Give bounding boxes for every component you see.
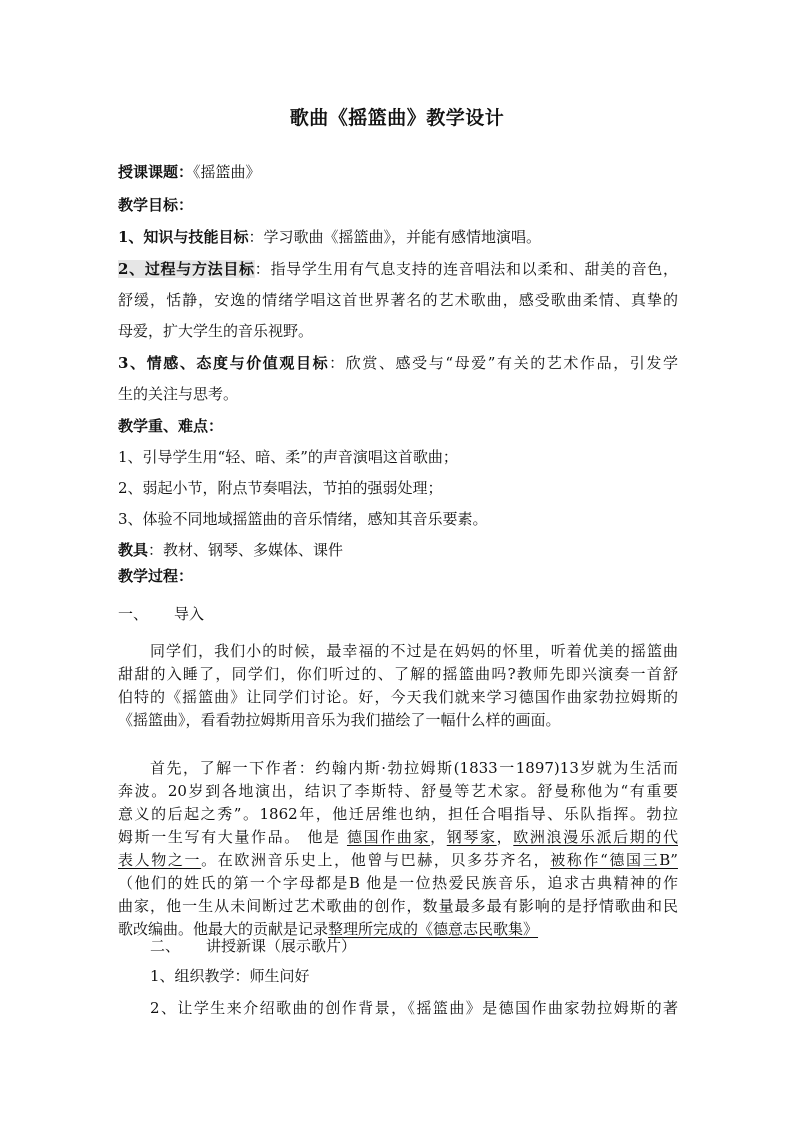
composer-link-folk-songs[interactable]: 整理所完成的《德意志民歌集》 — [328, 920, 539, 938]
goal-3-line-2: 生的关注与思考。 — [118, 385, 239, 403]
composer-link-romantic-school[interactable]: 欧洲浪漫乐派后期的代 — [513, 828, 678, 846]
composer-text: 姆斯一生写有大量作品。 他是 — [118, 828, 347, 846]
section-1-title: 导入 — [174, 605, 205, 623]
tools-text: ：教材、钢琴、多媒体、课件 — [148, 541, 344, 559]
composer-text-2: 。在欧洲音乐史上，他曾与巴赫，贝多芬齐名， — [201, 851, 551, 869]
composer-p-line-4 — [118, 827, 678, 847]
tools-line — [118, 540, 678, 560]
intro-p1-line-2: 甜甜的入睡了，同学们，你们听过的、了解的摇篮曲吗?教师先即兴演奏一首舒 — [118, 665, 678, 683]
goal-1-label: 1、知识与技能目标 — [118, 228, 249, 246]
topic-label: 授课课题： — [118, 163, 194, 181]
composer-link-three-b[interactable]: 被称作“德国三B” — [550, 851, 678, 869]
composer-p-line-2: 奔波。20岁到各地演出，结识了李斯特、舒曼等艺术家。舒曼称他为“有重要 — [118, 782, 678, 800]
section-1-heading — [118, 604, 678, 624]
keypoints-heading: 教学重、难点： — [118, 417, 224, 435]
composer-p-line-1: 首先，了解一下作者：约翰内斯·勃拉姆斯(1833一1897)13岁就为生活而 — [150, 759, 678, 777]
section-2-item-1: 1、组织教学：师生问好 — [150, 967, 310, 985]
section-2-title: 讲授新课 — [206, 937, 267, 955]
goal-2-line-1 — [118, 259, 678, 279]
goal-2-label: 2、过程与方法目标 — [118, 260, 255, 278]
topic-line — [118, 162, 678, 182]
section-2-number: 二、 — [150, 937, 181, 955]
composer-comma: ， — [430, 828, 447, 846]
goal-3-text: ：欣赏、感受与“母爱”有关的艺术作品，引发学 — [329, 354, 678, 372]
composer-p-line-3: 意义的后起之秀”。1862年，他迁居维也纳，担任合唱指导、乐队指挥。勃拉 — [118, 805, 678, 823]
section-2-item-2: 2、让学生来介绍歌曲的创作背景，《摇篮曲》是德国作曲家勃拉姆斯的著 — [150, 999, 678, 1017]
goal-3-label: 3、情感、态度与价值观目标 — [118, 354, 330, 372]
process-heading: 教学过程： — [118, 567, 194, 585]
tools-label: 教具 — [118, 541, 149, 559]
goal-2-line-3: 母爱，扩大学生的音乐视野。 — [118, 322, 314, 340]
keypoint-3: 3、体验不同地域摇篮曲的音乐情绪，感知其音乐要素。 — [118, 510, 488, 528]
goal-2-line-2: 舒缓，恬静，安逸的情绪学唱这首世界著名的艺术歌曲，感受歌曲柔情、真挚的 — [118, 291, 678, 309]
composer-p-line-5 — [118, 850, 678, 870]
document-title: 歌曲《摇篮曲》教学设计 — [289, 107, 505, 129]
composer-link-pianist[interactable]: 钢琴家 — [446, 828, 497, 846]
goal-1-text: ：学习歌曲《摇篮曲》，并能有感情地演唱。 — [248, 228, 541, 246]
goals-heading: 教学目标： — [118, 196, 194, 214]
composer-link-german-composer[interactable]: 德国作曲家 — [346, 828, 431, 846]
composer-p-line-6: （他们的姓氏的第一个字母都是B 他是一位热爱民族音乐，追求古典精神的作 — [118, 874, 678, 892]
topic-value: 《摇篮曲》 — [193, 163, 261, 181]
intro-p1-line-3: 伯特的《摇篮曲》让同学们讨论。好，今天我们就来学习德国作曲家勃拉姆斯的 — [118, 688, 678, 706]
goal-1 — [118, 227, 678, 247]
keypoint-1: 1、引导学生用“轻、暗、柔”的声音演唱这首歌曲； — [118, 448, 458, 466]
composer-p-line-7: 曲家，他一生从未间断过艺术歌曲的创作，数量最多最有影响的是抒情歌曲和民 — [118, 897, 678, 915]
keypoint-2: 2、弱起小节，附点节奏唱法，节拍的强弱处理； — [118, 479, 443, 497]
goal-2-text: ：指导学生用有气息支持的连音唱法和以柔和、甜美的音色， — [254, 260, 678, 278]
section-2-heading — [150, 936, 710, 956]
composer-text-3: 歌改编曲。他最大的贡献是记录 — [118, 920, 329, 938]
composer-comma-2: ， — [496, 828, 514, 846]
section-2-note: （展示歌片） — [266, 937, 357, 955]
section-1-number: 一、 — [118, 605, 149, 623]
intro-p1-line-1: 同学们，我们小的时候，最幸福的不过是在妈妈的怀里，听着优美的摇篮曲 — [150, 642, 678, 660]
intro-p1-line-4: 《摇篮曲》，看看勃拉姆斯用音乐为我们描绘了一幅什么样的画面。 — [118, 711, 561, 729]
composer-link-representative[interactable]: 表人物之一 — [118, 851, 202, 869]
goal-3-line-1 — [118, 353, 678, 373]
